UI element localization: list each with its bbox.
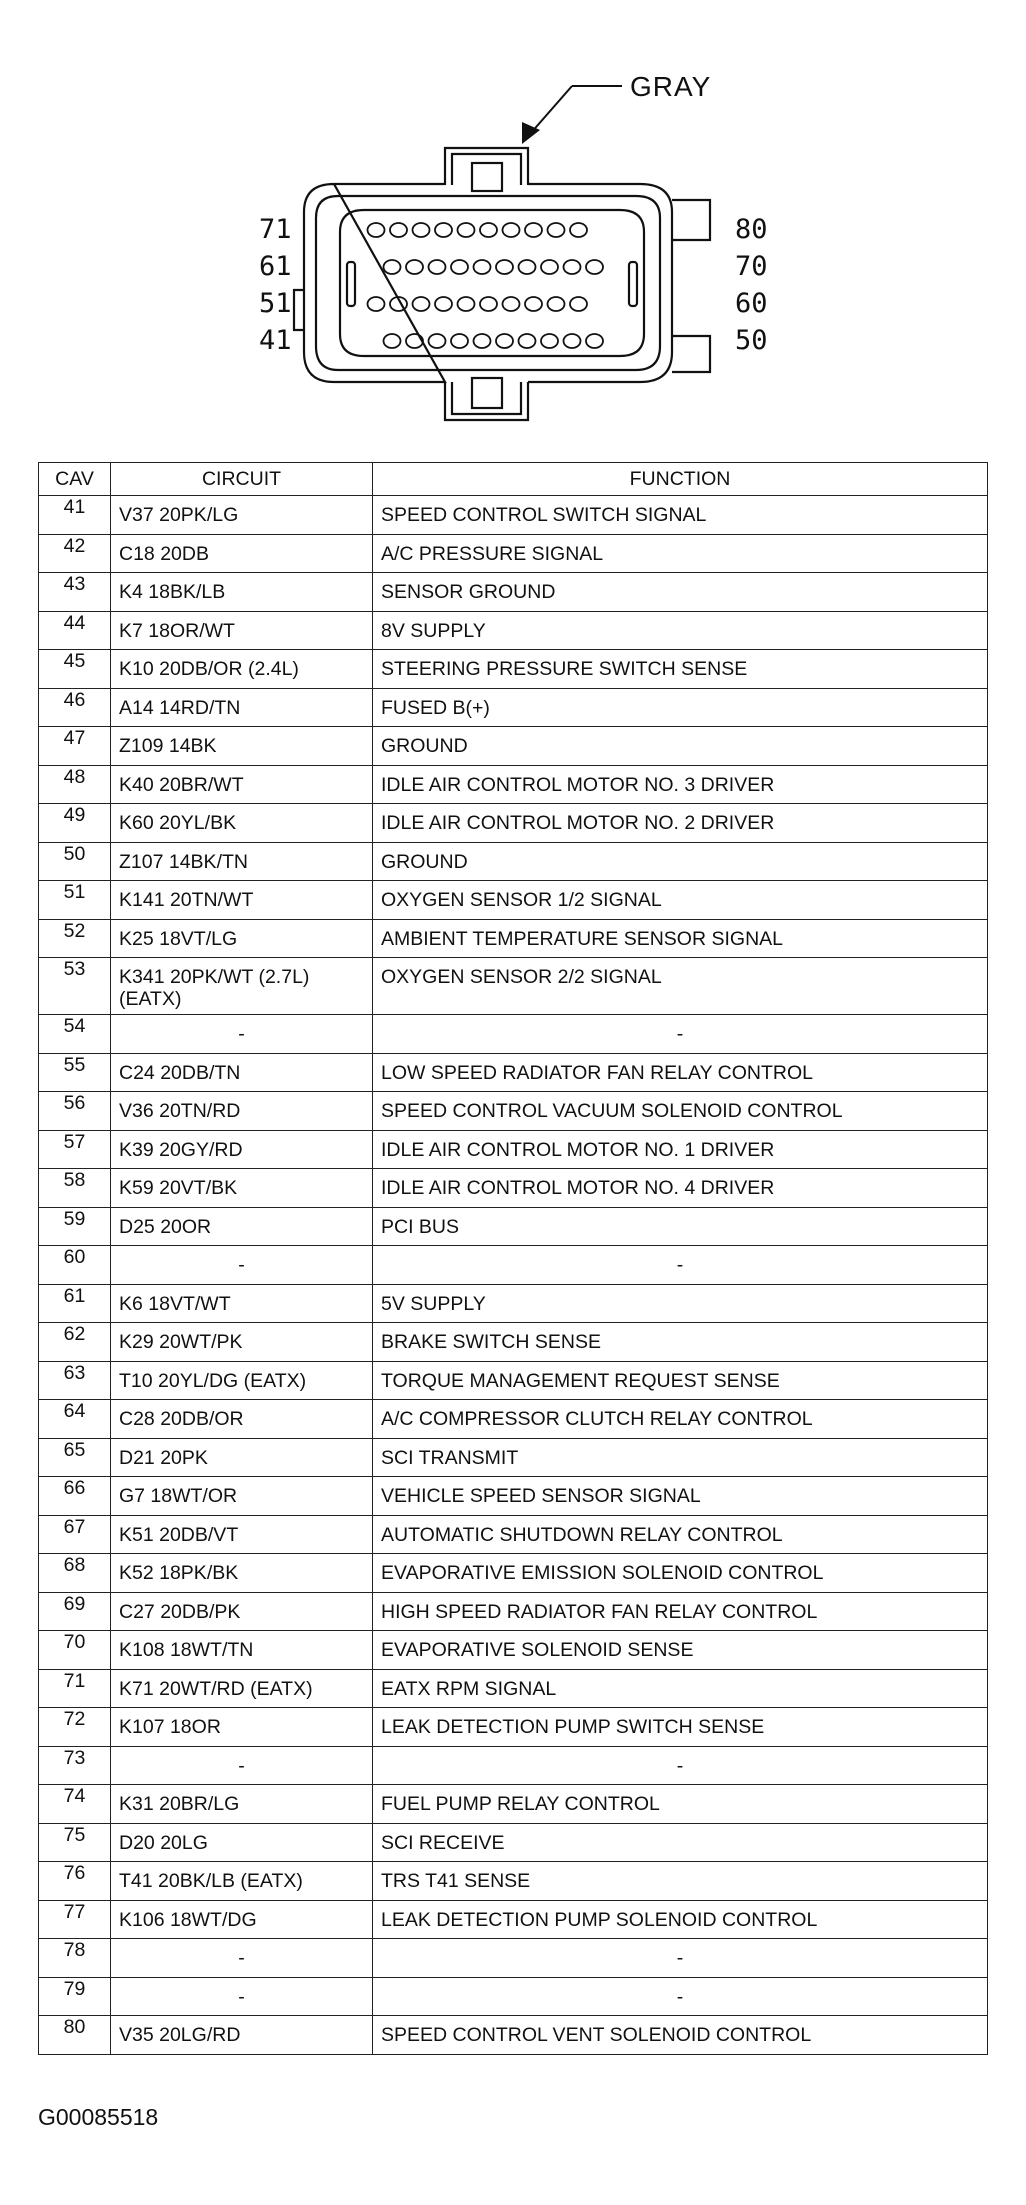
pin-label-41: 41: [259, 325, 292, 356]
function-cell: FUEL PUMP RELAY CONTROL: [373, 1785, 988, 1824]
cav-cell: 54: [39, 1015, 111, 1054]
function-cell: IDLE AIR CONTROL MOTOR NO. 2 DRIVER: [373, 804, 988, 843]
table-row: [39, 1053, 988, 1092]
table-row: [39, 1438, 988, 1477]
connector-color-label: GRAY: [630, 71, 712, 102]
cav-cell: 51: [39, 881, 111, 920]
table-row: [39, 1207, 988, 1246]
circuit-cell: K108 18WT/TN: [111, 1631, 373, 1670]
cav-cell: 50: [39, 842, 111, 881]
cav-cell: 62: [39, 1323, 111, 1362]
circuit-cell: K7 18OR/WT: [111, 611, 373, 650]
cav-cell: 57: [39, 1130, 111, 1169]
table-row: [39, 1823, 988, 1862]
function-cell: 8V SUPPLY: [373, 611, 988, 650]
table-row: [39, 881, 988, 920]
circuit-cell: K39 20GY/RD: [111, 1130, 373, 1169]
table-row: [39, 1477, 988, 1516]
circuit-cell: C28 20DB/OR: [111, 1400, 373, 1439]
circuit-cell: K106 18WT/DG: [111, 1900, 373, 1939]
cav-cell: 65: [39, 1438, 111, 1477]
pin-cavity: [496, 260, 513, 274]
table-row: [39, 1554, 988, 1593]
table-row: [39, 1246, 988, 1285]
function-cell: -: [373, 1015, 988, 1054]
cav-cell: 68: [39, 1554, 111, 1593]
circuit-cell: K51 20DB/VT: [111, 1515, 373, 1554]
circuit-cell: K60 20YL/BK: [111, 804, 373, 843]
pin-cavity: [435, 223, 452, 237]
function-cell: VEHICLE SPEED SENSOR SIGNAL: [373, 1477, 988, 1516]
circuit-cell: -: [111, 1246, 373, 1285]
pin-cavity: [548, 297, 565, 311]
circuit-cell: D20 20LG: [111, 1823, 373, 1862]
cav-cell: 42: [39, 534, 111, 573]
table-row: [39, 688, 988, 727]
circuit-cell: K141 20TN/WT: [111, 881, 373, 920]
pin-cavity: [435, 297, 452, 311]
table-row: [39, 804, 988, 843]
cav-cell: 44: [39, 611, 111, 650]
cav-cell: 67: [39, 1515, 111, 1554]
table-row: [39, 2016, 988, 2055]
cav-cell: 55: [39, 1053, 111, 1092]
function-cell: HIGH SPEED RADIATOR FAN RELAY CONTROL: [373, 1592, 988, 1631]
pin-label-61: 61: [259, 251, 292, 282]
pin-label-60: 60: [735, 288, 768, 319]
function-cell: SPEED CONTROL VENT SOLENOID CONTROL: [373, 2016, 988, 2055]
pin-cavity: [429, 260, 446, 274]
pin-cavity: [525, 297, 542, 311]
pin-cavity: [451, 260, 468, 274]
cav-cell: 78: [39, 1939, 111, 1978]
pin-cavity: [458, 297, 475, 311]
function-cell: PCI BUS: [373, 1207, 988, 1246]
pin-cavity: [458, 223, 475, 237]
circuit-cell: K341 20PK/WT (2.7L) (EATX): [111, 958, 373, 1015]
function-cell: GROUND: [373, 727, 988, 766]
table-row: [39, 1708, 988, 1747]
function-cell: SPEED CONTROL SWITCH SIGNAL: [373, 496, 988, 535]
table-row: [39, 1939, 988, 1978]
cav-cell: 80: [39, 2016, 111, 2055]
table-header-row: [39, 463, 988, 496]
circuit-cell: C24 20DB/TN: [111, 1053, 373, 1092]
cav-cell: 74: [39, 1785, 111, 1824]
circuit-cell: K71 20WT/RD (EATX): [111, 1669, 373, 1708]
left-pin-labels: [259, 214, 292, 356]
cav-cell: 59: [39, 1207, 111, 1246]
pin-cavity: [519, 260, 536, 274]
function-cell: -: [373, 1246, 988, 1285]
circuit-cell: C27 20DB/PK: [111, 1592, 373, 1631]
table-row: [39, 1515, 988, 1554]
pin-cavity: [503, 223, 520, 237]
function-cell: LEAK DETECTION PUMP SWITCH SENSE: [373, 1708, 988, 1747]
table-row: [39, 919, 988, 958]
cav-cell: 45: [39, 650, 111, 689]
circuit-cell: K59 20VT/BK: [111, 1169, 373, 1208]
function-cell: EATX RPM SIGNAL: [373, 1669, 988, 1708]
pin-label-80: 80: [735, 214, 768, 245]
circuit-cell: V37 20PK/LG: [111, 496, 373, 535]
table-row: [39, 1669, 988, 1708]
cav-cell: 75: [39, 1823, 111, 1862]
table-row: [39, 1130, 988, 1169]
function-cell: FUSED B(+): [373, 688, 988, 727]
circuit-cell: -: [111, 1977, 373, 2016]
circuit-cell: V36 20TN/RD: [111, 1092, 373, 1131]
table-row: [39, 611, 988, 650]
pin-label-50: 50: [735, 325, 768, 356]
circuit-cell: -: [111, 1939, 373, 1978]
circuit-cell: Z107 14BK/TN: [111, 842, 373, 881]
cav-cell: 66: [39, 1477, 111, 1516]
function-cell: TRS T41 SENSE: [373, 1862, 988, 1901]
function-cell: SCI TRANSMIT: [373, 1438, 988, 1477]
pin-cavity: [474, 334, 491, 348]
connector-housing: [294, 148, 710, 420]
cav-cell: 46: [39, 688, 111, 727]
function-cell: OXYGEN SENSOR 2/2 SIGNAL: [373, 958, 988, 1015]
function-cell: LEAK DETECTION PUMP SOLENOID CONTROL: [373, 1900, 988, 1939]
color-leader-arrow: [522, 86, 622, 144]
header-circuit: CIRCUIT: [111, 463, 373, 496]
function-cell: EVAPORATIVE EMISSION SOLENOID CONTROL: [373, 1554, 988, 1593]
circuit-cell: K31 20BR/LG: [111, 1785, 373, 1824]
function-cell: BRAKE SWITCH SENSE: [373, 1323, 988, 1362]
pin-cavity: [474, 260, 491, 274]
function-cell: 5V SUPPLY: [373, 1284, 988, 1323]
table-row: [39, 1092, 988, 1131]
pin-cavity-grid: [368, 223, 604, 348]
cav-cell: 79: [39, 1977, 111, 2016]
circuit-cell: A14 14RD/TN: [111, 688, 373, 727]
function-cell: SENSOR GROUND: [373, 573, 988, 612]
pin-label-51: 51: [259, 288, 292, 319]
cav-cell: 76: [39, 1862, 111, 1901]
pin-cavity: [570, 223, 587, 237]
pin-cavity: [384, 260, 401, 274]
pin-cavity: [480, 297, 497, 311]
pin-cavity: [548, 223, 565, 237]
table-row: [39, 1862, 988, 1901]
circuit-cell: V35 20LG/RD: [111, 2016, 373, 2055]
cav-cell: 63: [39, 1361, 111, 1400]
pin-cavity: [406, 334, 423, 348]
table-row: [39, 1015, 988, 1054]
pin-cavity: [413, 297, 430, 311]
function-cell: A/C COMPRESSOR CLUTCH RELAY CONTROL: [373, 1400, 988, 1439]
cav-cell: 56: [39, 1092, 111, 1131]
table-row: [39, 1785, 988, 1824]
pin-cavity: [496, 334, 513, 348]
function-cell: SCI RECEIVE: [373, 1823, 988, 1862]
table-row: [39, 765, 988, 804]
cav-cell: 61: [39, 1284, 111, 1323]
function-cell: IDLE AIR CONTROL MOTOR NO. 3 DRIVER: [373, 765, 988, 804]
cav-cell: 73: [39, 1746, 111, 1785]
function-cell: AMBIENT TEMPERATURE SENSOR SIGNAL: [373, 919, 988, 958]
function-cell: -: [373, 1977, 988, 2016]
pin-cavity: [451, 334, 468, 348]
circuit-cell: G7 18WT/OR: [111, 1477, 373, 1516]
pin-cavity: [503, 297, 520, 311]
cav-cell: 43: [39, 573, 111, 612]
cav-cell: 69: [39, 1592, 111, 1631]
cav-cell: 70: [39, 1631, 111, 1670]
cav-cell: 49: [39, 804, 111, 843]
function-cell: OXYGEN SENSOR 1/2 SIGNAL: [373, 881, 988, 920]
table-row: [39, 573, 988, 612]
table-row: [39, 1592, 988, 1631]
pin-cavity: [390, 223, 407, 237]
function-cell: IDLE AIR CONTROL MOTOR NO. 1 DRIVER: [373, 1130, 988, 1169]
pin-cavity: [406, 260, 423, 274]
circuit-cell: K10 20DB/OR (2.4L): [111, 650, 373, 689]
function-cell: GROUND: [373, 842, 988, 881]
table-row: [39, 1323, 988, 1362]
pin-cavity: [586, 260, 603, 274]
table-body: [39, 496, 988, 2055]
circuit-cell: K52 18PK/BK: [111, 1554, 373, 1593]
pin-cavity: [384, 334, 401, 348]
pin-cavity: [413, 223, 430, 237]
circuit-cell: D21 20PK: [111, 1438, 373, 1477]
connector-diagram: [0, 0, 1026, 450]
cav-cell: 53: [39, 958, 111, 1015]
circuit-cell: -: [111, 1746, 373, 1785]
table-row: [39, 1977, 988, 2016]
circuit-cell: K40 20BR/WT: [111, 765, 373, 804]
function-cell: STEERING PRESSURE SWITCH SENSE: [373, 650, 988, 689]
circuit-cell: C18 20DB: [111, 534, 373, 573]
pin-cavity: [564, 334, 581, 348]
table-row: [39, 1400, 988, 1439]
header-function: FUNCTION: [373, 463, 988, 496]
cav-cell: 64: [39, 1400, 111, 1439]
function-cell: IDLE AIR CONTROL MOTOR NO. 4 DRIVER: [373, 1169, 988, 1208]
cav-cell: 58: [39, 1169, 111, 1208]
cav-cell: 52: [39, 919, 111, 958]
circuit-cell: K6 18VT/WT: [111, 1284, 373, 1323]
function-cell: LOW SPEED RADIATOR FAN RELAY CONTROL: [373, 1053, 988, 1092]
header-cav: CAV: [39, 463, 111, 496]
cav-cell: 47: [39, 727, 111, 766]
pin-cavity: [429, 334, 446, 348]
pin-label-71: 71: [259, 214, 292, 245]
table-row: [39, 1361, 988, 1400]
circuit-cell: Z109 14BK: [111, 727, 373, 766]
circuit-cell: T41 20BK/LB (EATX): [111, 1862, 373, 1901]
pin-cavity: [519, 334, 536, 348]
cav-cell: 48: [39, 765, 111, 804]
table-row: [39, 727, 988, 766]
pin-cavity: [570, 297, 587, 311]
circuit-cell: K107 18OR: [111, 1708, 373, 1747]
pin-label-70: 70: [735, 251, 768, 282]
function-cell: TORQUE MANAGEMENT REQUEST SENSE: [373, 1361, 988, 1400]
circuit-cell: K29 20WT/PK: [111, 1323, 373, 1362]
function-cell: AUTOMATIC SHUTDOWN RELAY CONTROL: [373, 1515, 988, 1554]
circuit-cell: K25 18VT/LG: [111, 919, 373, 958]
function-cell: A/C PRESSURE SIGNAL: [373, 534, 988, 573]
circuit-cell: T10 20YL/DG (EATX): [111, 1361, 373, 1400]
table-row: [39, 1284, 988, 1323]
cav-cell: 60: [39, 1246, 111, 1285]
circuit-cell: D25 20OR: [111, 1207, 373, 1246]
table-row: [39, 1631, 988, 1670]
pin-cavity: [368, 297, 385, 311]
pin-cavity: [541, 260, 558, 274]
pin-cavity: [368, 223, 385, 237]
table-row: [39, 1746, 988, 1785]
pin-cavity: [525, 223, 542, 237]
cav-cell: 41: [39, 496, 111, 535]
figure-id: G00085518: [38, 2104, 159, 2130]
table-row: [39, 496, 988, 535]
cav-cell: 77: [39, 1900, 111, 1939]
table-row: [39, 958, 988, 1015]
cav-cell: 72: [39, 1708, 111, 1747]
circuit-cell: -: [111, 1015, 373, 1054]
pinout-table: [38, 462, 988, 2055]
table-row: [39, 842, 988, 881]
pin-cavity: [541, 334, 558, 348]
pin-cavity: [586, 334, 603, 348]
function-cell: SPEED CONTROL VACUUM SOLENOID CONTROL: [373, 1092, 988, 1131]
table-row: [39, 1900, 988, 1939]
right-pin-labels: [735, 214, 768, 356]
circuit-cell: K4 18BK/LB: [111, 573, 373, 612]
function-cell: EVAPORATIVE SOLENOID SENSE: [373, 1631, 988, 1670]
function-cell: -: [373, 1746, 988, 1785]
table-row: [39, 650, 988, 689]
pin-cavity: [480, 223, 497, 237]
cav-cell: 71: [39, 1669, 111, 1708]
pin-cavity: [564, 260, 581, 274]
function-cell: -: [373, 1939, 988, 1978]
table-row: [39, 534, 988, 573]
table-row: [39, 1169, 988, 1208]
